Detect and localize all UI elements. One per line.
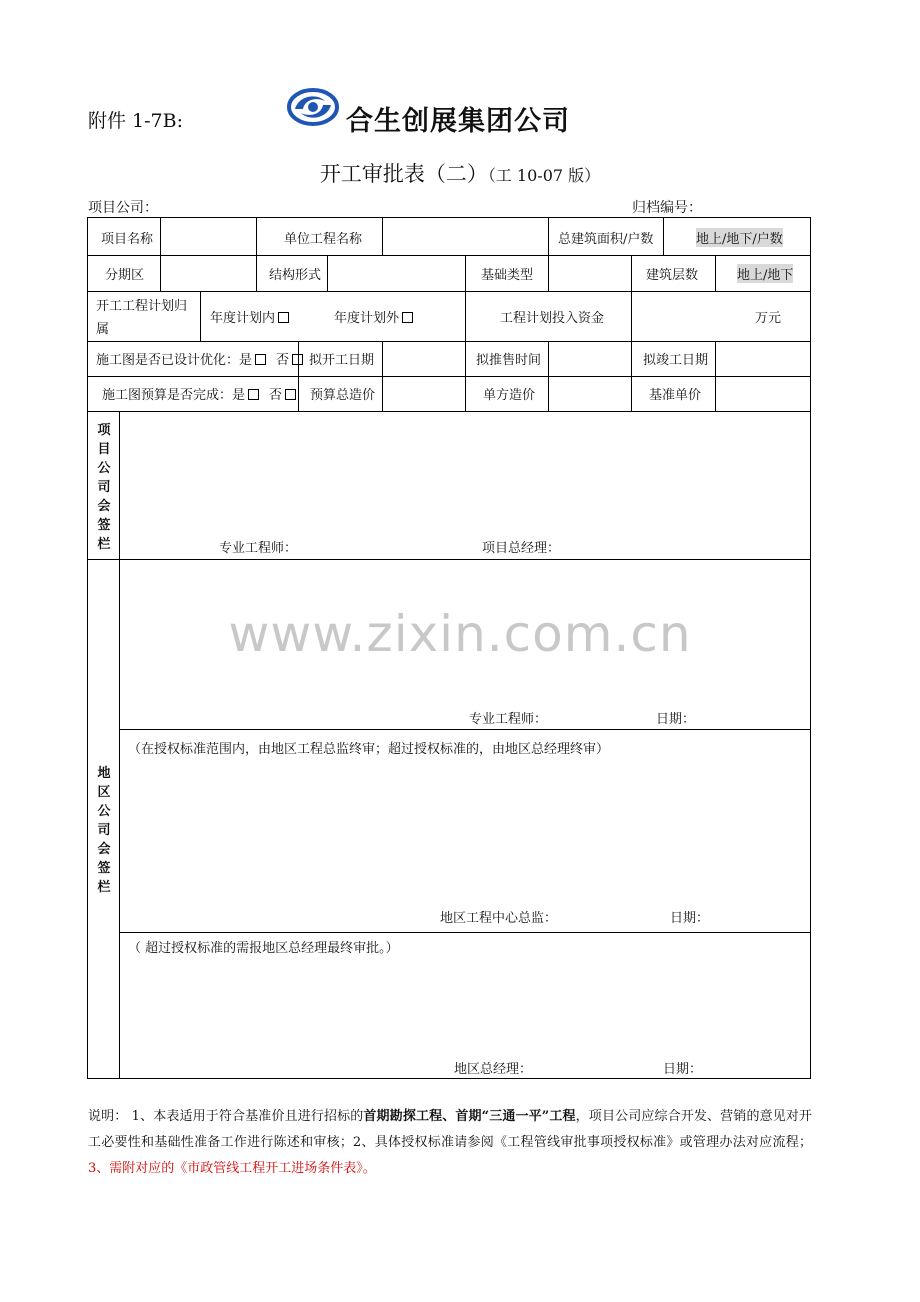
unit-project-name-label: 单位工程名称	[284, 232, 363, 247]
design-opt-label: 施工图是否已设计优化：是	[96, 353, 253, 368]
row-divider	[88, 255, 810, 256]
budget-done-label: 施工图预算是否完成：是	[102, 388, 246, 403]
design-opt-no: 否	[276, 353, 290, 368]
row-divider	[119, 932, 810, 933]
region-sign-label: 地区公司会签栏	[97, 766, 111, 895]
budget-done-no: 否	[269, 388, 283, 403]
region-engineer-date: 日期：	[656, 712, 696, 727]
col-divider	[631, 255, 632, 291]
col-divider	[119, 411, 120, 1078]
start-date-label: 拟开工日期	[309, 353, 375, 368]
row-divider	[88, 291, 810, 292]
region-director-label: 地区工程中心总监：	[440, 911, 558, 926]
title-main: 开工审批表（二）	[319, 162, 488, 186]
region-engineer-label: 专业工程师：	[469, 712, 548, 727]
col-divider	[160, 255, 161, 291]
col-divider	[327, 255, 328, 291]
row-divider	[88, 411, 810, 412]
col-divider	[631, 341, 632, 411]
finish-date-label: 拟竣工日期	[643, 353, 709, 368]
col-divider	[382, 341, 383, 411]
col-divider	[160, 218, 161, 255]
row-divider	[88, 341, 810, 342]
col-divider	[465, 291, 466, 341]
watermark: www.zixin.com.cn	[228, 605, 692, 663]
project-manager-label: 项目总经理：	[482, 541, 561, 556]
col-divider	[715, 341, 716, 411]
checkbox-icon[interactable]	[278, 312, 289, 323]
attachment-label: 附件 1-7B:	[88, 110, 184, 132]
col-divider	[715, 255, 716, 291]
col-divider	[382, 218, 383, 255]
checkbox-icon[interactable]	[402, 312, 413, 323]
col-divider	[465, 255, 466, 291]
notes-middle: ，项目公司应综合开发、营销的意见对开工必要性和基础性准备工作进行陈述和审核；2、具体授权标准请参阅《工程管线审批事项授权标准》或管理办法对应流程；	[88, 1109, 812, 1150]
row-divider	[88, 376, 810, 377]
notes	[88, 1104, 812, 1182]
region-gm-label: 地区总经理：	[454, 1062, 533, 1077]
notes-bold: 首期勘探工程、首期“三通一平”工程	[363, 1109, 576, 1124]
floors-value: 地上/地下	[737, 264, 793, 283]
title-version: （工 10-07 版）	[487, 166, 601, 185]
sale-date-label: 拟推售时间	[476, 353, 542, 368]
foundation-label: 基础类型	[481, 268, 534, 283]
project-engineer-label: 专业工程师：	[219, 541, 298, 556]
row-divider	[119, 729, 810, 730]
notes-red: 3、需附对应的《市政管线工程开工进场条件表》。	[88, 1161, 376, 1176]
budget-total-label: 预算总造价	[310, 388, 376, 403]
area-value: 地上/地下/户数	[696, 228, 783, 247]
investment-label: 工程计划投入资金	[500, 311, 605, 326]
design-opt-question	[96, 349, 303, 368]
region-note-1: （在授权标准范围内，由地区工程总监终审；超过授权标准的，由地区总经理终审）	[128, 742, 610, 757]
total-area-label: 总建筑面积/户数	[558, 232, 654, 247]
col-divider	[663, 218, 664, 255]
checkbox-icon[interactable]	[285, 389, 296, 400]
base-price-label: 基准单价	[649, 388, 702, 403]
plan-in-option[interactable]	[210, 307, 289, 326]
col-divider	[256, 218, 257, 255]
phase-label: 分期区	[105, 268, 145, 283]
budget-done-question	[102, 384, 296, 403]
unit-price-label: 单方造价	[483, 388, 536, 403]
plan-belong-label-1: 开工工程计划归	[96, 299, 188, 314]
checkbox-icon[interactable]	[292, 354, 303, 365]
archive-number-label: 归档编号：	[632, 200, 702, 216]
form-title	[0, 158, 920, 188]
checkbox-icon[interactable]	[248, 389, 259, 400]
project-company-label: 项目公司：	[88, 200, 158, 216]
col-divider	[200, 291, 201, 341]
plan-belong-label-2: 属	[96, 322, 110, 337]
col-divider	[465, 341, 466, 411]
region-director-date: 日期：	[670, 911, 710, 926]
plan-in-label: 年度计划内	[210, 311, 276, 326]
company-name: 合生创展集团公司	[346, 106, 570, 137]
floors-label: 建筑层数	[646, 268, 699, 283]
col-divider	[256, 255, 257, 291]
swirl-logo-icon	[287, 87, 339, 127]
row-divider	[88, 559, 810, 560]
unit-wan-label: 万元	[755, 311, 782, 326]
structure-label: 结构形式	[269, 268, 322, 283]
col-divider	[631, 291, 632, 341]
col-divider	[548, 341, 549, 411]
col-divider	[548, 218, 549, 255]
project-sign-label: 项目公司会签栏	[97, 423, 111, 552]
project-name-label: 项目名称	[101, 232, 154, 247]
col-divider	[548, 255, 549, 291]
plan-out-option[interactable]	[334, 307, 413, 326]
region-note-2: （ 超过授权标准的需报地区总经理最终审批。）	[128, 941, 399, 956]
checkbox-icon[interactable]	[255, 354, 266, 365]
notes-prefix: 说明： 1、本表适用于符合基准价且进行招标的	[88, 1109, 364, 1124]
plan-out-label: 年度计划外	[334, 311, 400, 326]
region-gm-date: 日期：	[663, 1062, 703, 1077]
